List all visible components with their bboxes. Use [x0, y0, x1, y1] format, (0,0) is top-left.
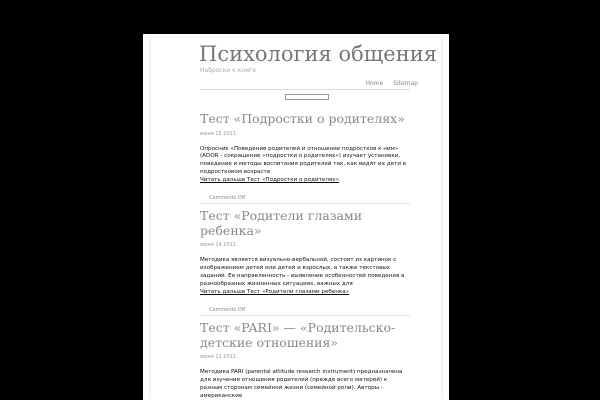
- post-excerpt: Методика является визуально-вербальной, состоит из картинок с изображением детей или детей и взрослых, а также текстовых заданий. Ее направленность - выявление особенностей поведения в разнообразных жизненных ситуациях, важных для: [200, 257, 405, 287]
- site-title[interactable]: Психология общения: [199, 42, 437, 66]
- post-title[interactable]: Тест «Подростки о родителях»: [200, 111, 405, 126]
- page-container: [143, 34, 449, 400]
- post-date: июня 11 2011: [200, 354, 237, 361]
- comments-status: Comments Off: [209, 195, 246, 202]
- post-divider: [200, 315, 410, 316]
- post-title[interactable]: Тест «PARI» — «Родительско-детские отношения»: [200, 320, 396, 350]
- post-excerpt: Опросник «Поведение родителей и отношение подростков к ним» (ADOR - сокращение «подростки о родителях») изучает установки, поведение и методы воспитания родителей так, как видят их дети в подростковом возрасте: [200, 145, 407, 175]
- nav-home-link[interactable]: Home: [365, 80, 384, 87]
- post-item: [200, 321, 410, 400]
- post-excerpt: Методика PARI (parental attitude research instrument) предназначена для изучения отношения родителей (прежде всего матерей) к разным сторонам семейной жизни (семейной роли). Авторы - американские: [200, 369, 403, 399]
- comments-status: Comments Off: [209, 307, 246, 314]
- nav-divider: [200, 89, 410, 90]
- nav-sitemap-link[interactable]: Sitemap: [393, 80, 418, 87]
- site-tagline: Наброски к книге: [200, 67, 256, 74]
- post-divider: [200, 203, 410, 204]
- post-item: [200, 112, 410, 204]
- post-date: июня 14 2011: [200, 242, 237, 249]
- post-date: июня 15 2011: [200, 130, 237, 137]
- post-title[interactable]: Тест «Родители глазами ребенка»: [200, 208, 363, 238]
- content-column: [151, 34, 441, 400]
- search-input[interactable]: [285, 94, 329, 100]
- read-more-link[interactable]: Читать дальше Тест «Родители глазами ребенка»: [200, 288, 350, 295]
- read-more-link[interactable]: Читать дальше Тест «Подростки о родителях»: [200, 176, 340, 183]
- post-list: [200, 112, 410, 400]
- top-nav: [358, 80, 419, 87]
- post-item: [200, 209, 410, 316]
